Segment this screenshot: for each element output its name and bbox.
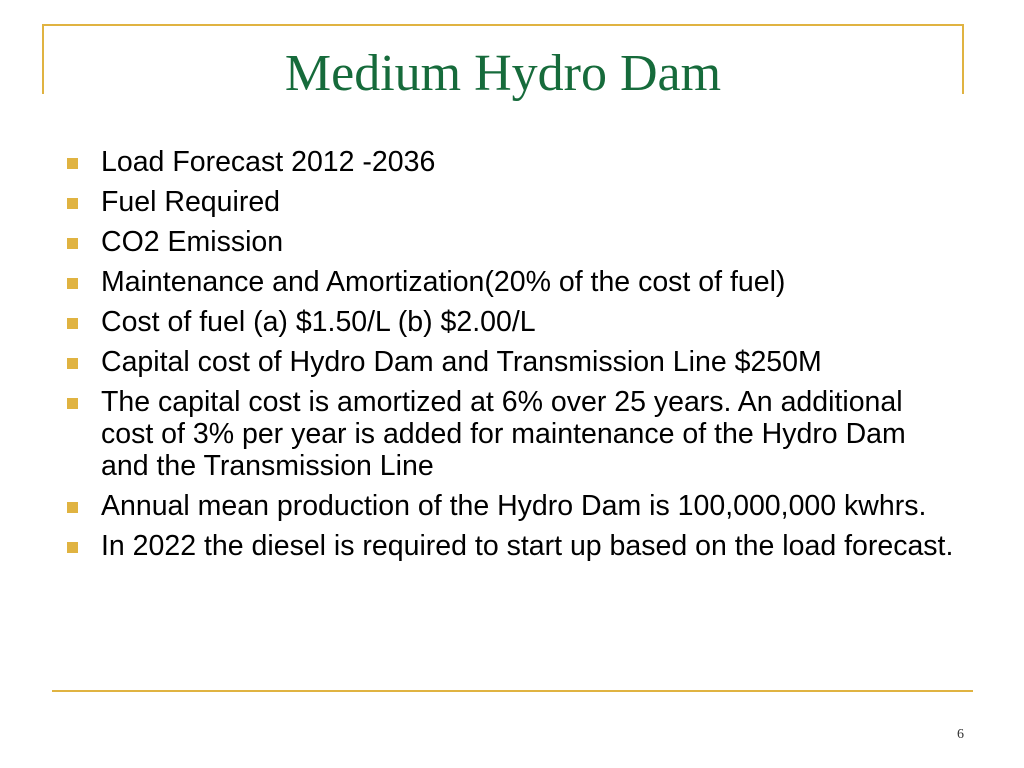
- bullet-item: [64, 306, 954, 338]
- square-bullet-icon: [67, 238, 78, 249]
- bullet-item: [64, 346, 954, 378]
- square-bullet-icon: [67, 502, 78, 513]
- bullet-text: The capital cost is amortized at 6% over 25 years. An additional cost of 3% per year is added for maintenance of the Hydro Dam and the Transmission Line: [101, 386, 906, 482]
- square-bullet-icon: [67, 318, 78, 329]
- bullet-item: [64, 490, 954, 522]
- bullet-item: [64, 146, 954, 178]
- square-bullet-icon: [67, 542, 78, 553]
- bullet-text: Cost of fuel (a) $1.50/L (b) $2.00/L: [101, 306, 536, 338]
- bullet-text: Annual mean production of the Hydro Dam is 100,000,000 kwhrs.: [101, 490, 927, 522]
- bullet-text: In 2022 the diesel is required to start up based on the load forecast.: [101, 530, 954, 562]
- bullet-text: Capital cost of Hydro Dam and Transmission Line $250M: [101, 346, 822, 378]
- bullet-list: [64, 146, 954, 570]
- bullet-text: Fuel Required: [101, 186, 281, 218]
- frame-bottom-line: [52, 690, 973, 692]
- bullet-text: Load Forecast 2012 -2036: [101, 146, 436, 178]
- square-bullet-icon: [67, 278, 78, 289]
- square-bullet-icon: [67, 358, 78, 369]
- bullet-item: [64, 226, 954, 258]
- bullet-text: CO2 Emission: [101, 226, 284, 258]
- bullet-item: [64, 386, 954, 482]
- bullet-text: Maintenance and Amortization(20% of the cost of fuel): [101, 266, 786, 298]
- frame-top-line: [42, 24, 964, 26]
- square-bullet-icon: [67, 398, 78, 409]
- frame-right-line: [962, 24, 964, 94]
- square-bullet-icon: [67, 158, 78, 169]
- bullet-item: [64, 186, 954, 218]
- page-number: 6: [957, 727, 964, 742]
- square-bullet-icon: [67, 198, 78, 209]
- bullet-item: [64, 530, 954, 562]
- slide-title: Medium Hydro Dam: [284, 45, 722, 102]
- bullet-item: [64, 266, 954, 298]
